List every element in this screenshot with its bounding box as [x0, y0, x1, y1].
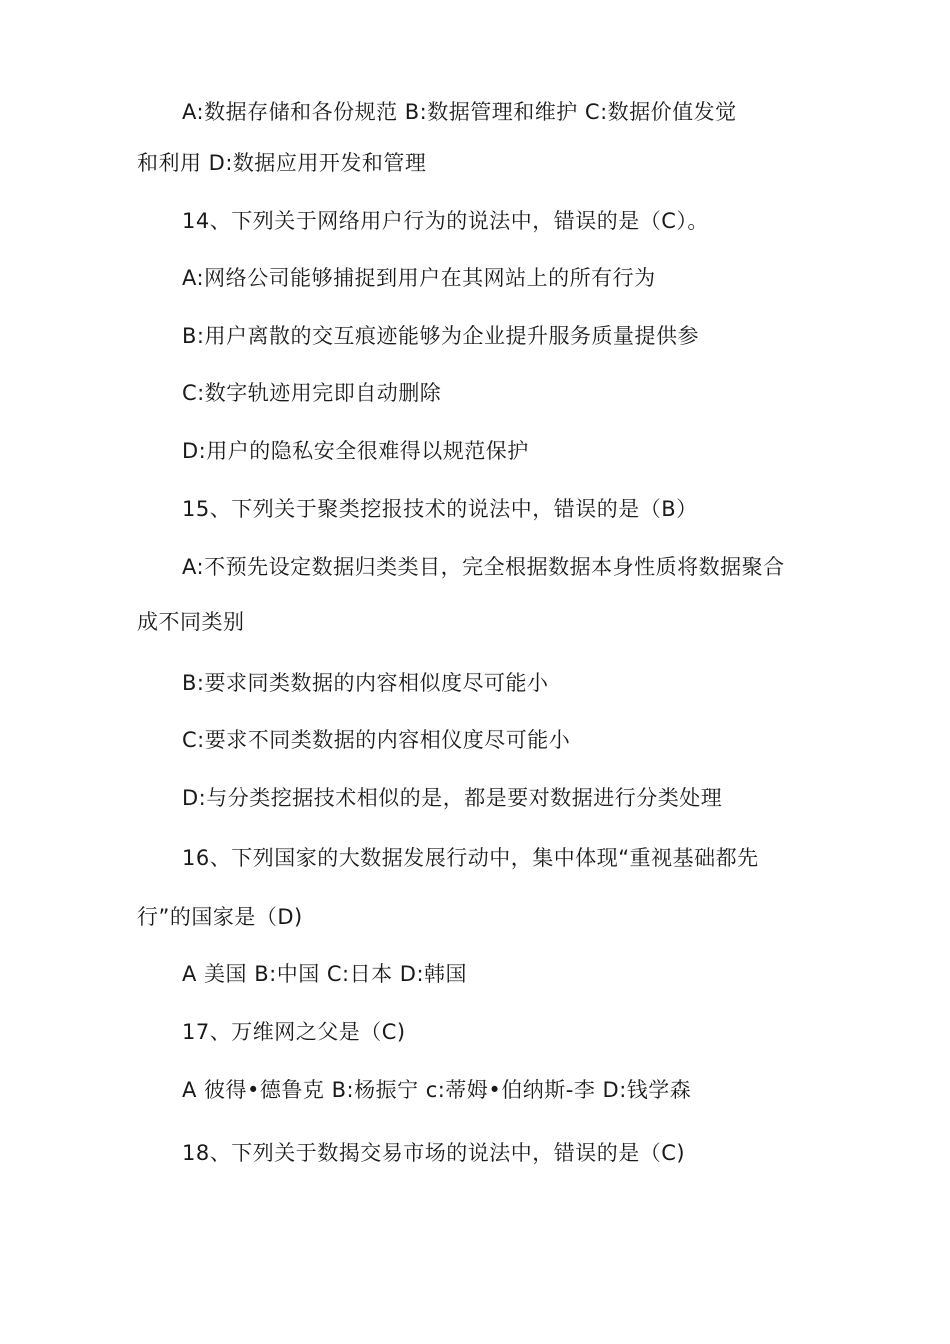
- option-14-b: B:用户离散的交互痕迹能够为企业提升服务质量提供参: [182, 324, 699, 348]
- option-line-13-d: 和利用 D:数据应用开发和管理: [137, 151, 427, 175]
- question-17: 17、万维网之父是（C): [182, 1020, 406, 1044]
- option-14-d: D:用户的隐私安全很难得以规范保护: [182, 439, 529, 463]
- options-16: A 美国 B:中国 C:日本 D:韩国: [182, 962, 468, 986]
- option-line-13-abc: A:数据存储和各份规范 B:数据管理和维护 C:数据价值发觉: [182, 100, 737, 124]
- question-18: 18、下列关于数揭交易市场的说法中，错误的是（C): [182, 1141, 686, 1165]
- option-14-c: C:数字轨迹用完即自动删除: [182, 381, 442, 405]
- option-14-a: A:网络公司能够捕捉到用户在其网站上的所有行为: [182, 266, 656, 290]
- question-16-cont: 行”的国家是（D): [137, 905, 303, 929]
- option-15-d: D:与分类挖据技术相似的是，都是要对数据进行分类处理: [182, 786, 723, 810]
- options-17: A 彼得•德鲁克 B:杨振宁 c:蒂姆•伯纳斯-李 D:钱学森: [182, 1078, 692, 1102]
- option-15-a: A:不预先设定数据归类类目，完全根据数据本身性质将数据聚合: [182, 555, 785, 579]
- option-15-b: B:要求同类数据的内容相似度尽可能小: [182, 671, 549, 695]
- option-15-a-cont: 成不同类别: [137, 610, 245, 634]
- question-15: 15、下列关于聚类挖报技术的说法中，错误的是（B）: [182, 497, 698, 521]
- option-15-c: C:要求不同类数据的内容相仪度尽可能小: [182, 728, 571, 752]
- question-16: 16、下列国家的大数据发展行动中，集中体现“重视基础都先: [182, 846, 759, 870]
- question-14: 14、下列关于网络用户行为的说法中，错误的是（C）。: [182, 209, 709, 233]
